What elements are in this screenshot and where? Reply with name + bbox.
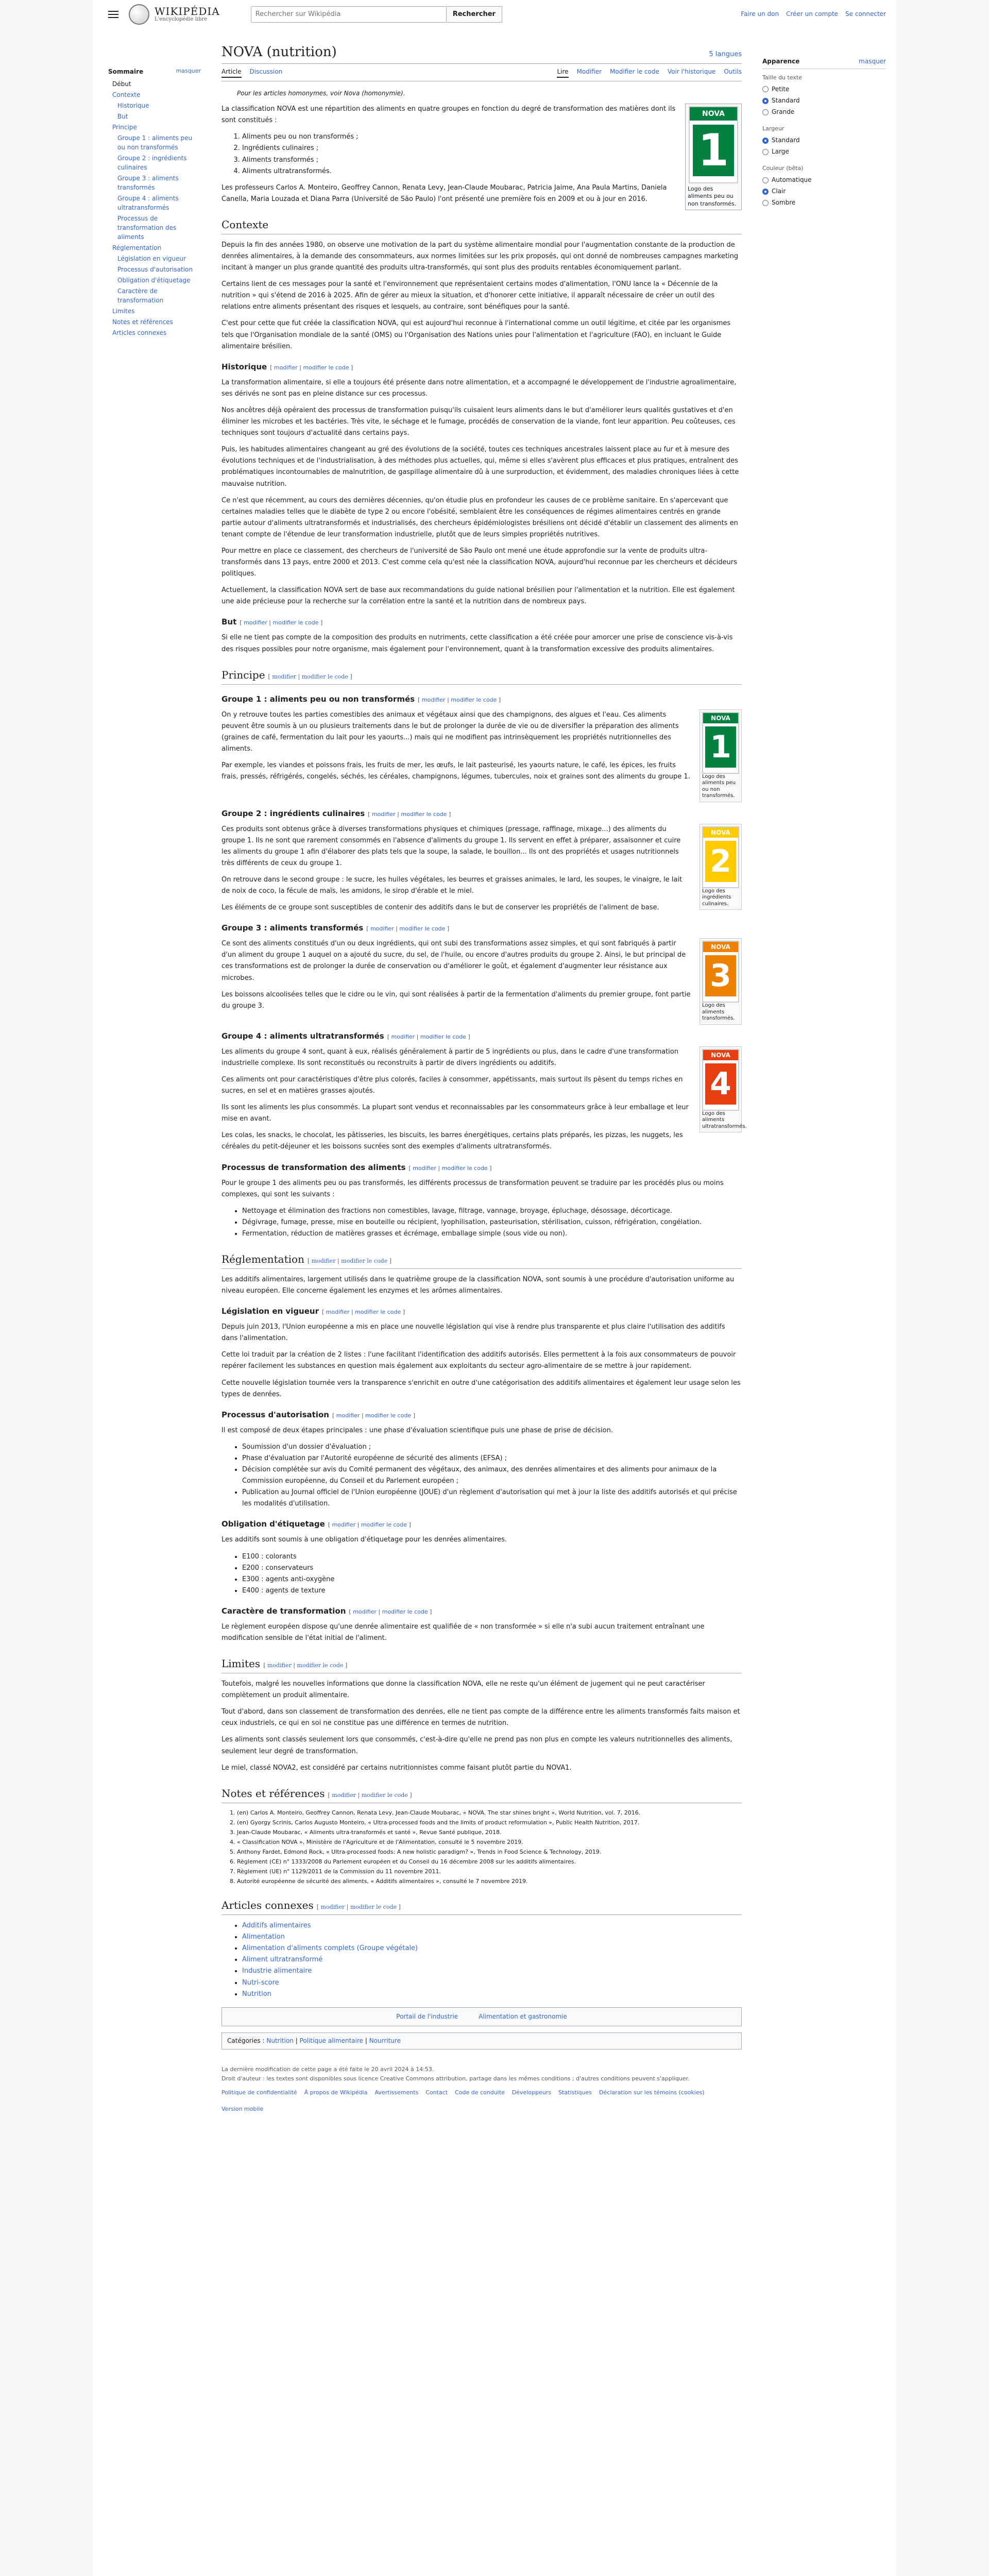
footer-link[interactable]: Contact [425, 2089, 448, 2096]
g1-paragraph: Par exemple, les viandes et poissons frais, les fruits de mer, les œufs, le lait pasteurisé, les yaourts nature, le café, les épices, les fruits frais, pressés, réfrigérés, congelés, séchés, les céréales, champignons, légumes, tubercules, noix et graines sont des aliments du groupe 1. [221, 761, 690, 781]
related-article-link[interactable]: Additifs alimentaires [242, 1922, 311, 1930]
nova-logo-4 [702, 1049, 739, 1111]
portal-link-industry[interactable]: Portail de l'industrie [396, 2012, 458, 2020]
nova-card-number: 2 [705, 841, 736, 882]
groups-list-item: 2. Ingrédients culinaires ; [242, 143, 742, 154]
toc-item-label: Articles connexes [112, 329, 167, 336]
footer-link[interactable]: Développeurs [511, 2089, 552, 2096]
historique-paragraph: Ce n'est que récemment, au cours des dernières décennies, qu'on étudie plus en profondeur les causes de ce problème sanitaire. En s'apercevant que certaines maladies telles que le diabète de type 2 ou encore l'obésité, semblaient être les conséquences de régimes alimentaires centrés en grande partie autour d'aliments ultratransformés et industrialisés, des chercheurs épidémiologistes brésiliens ont décidé d'établir un classement des aliments en tenant compte de l'étendue de leur transformation industrielle, plutôt que de leurs simples propriétés nutritives. [221, 496, 738, 538]
footer-link[interactable]: Version mobile [221, 2105, 264, 2112]
nova-card-number: 4 [705, 1063, 736, 1105]
edit-link[interactable]: modifier [311, 1258, 336, 1265]
categories-label: Catégories : [227, 2037, 265, 2044]
edit-link[interactable]: modifier [332, 1521, 356, 1529]
toc-item-label: Contexte [112, 91, 141, 98]
nova-card-header: NOVA [703, 713, 738, 723]
processus-paragraph: Pour le groupe 1 des aliments peu ou pas transformés, les différents processus de transformation peuvent se traduire par les procédés plus ou moins complexes, qui sont les suivants : [221, 1179, 724, 1198]
edit-code-link[interactable]: modifier le code [297, 1662, 344, 1669]
edit-link[interactable]: modifier [371, 810, 396, 818]
section-heading-reglementation: Réglementation [ modifier | modifier le code ] [221, 1251, 742, 1269]
g2-paragraph: On retrouve dans le second groupe : le sucre, les huiles végétales, les beurres et graisses animales, le lard, les soupes, le vinaigre, le lait de noix de coco, la fécule de maïs, les amidons, le sirop d'érable et le miel. [221, 876, 683, 895]
tab-tools[interactable]: Outils [724, 67, 742, 75]
caractere-paragraph: Le règlement européen dispose qu'une denrée alimentaire est qualifiée de « non transformée » si elle n'a subi aucun traitement entraînant une modification sensible de l'état initial de l'aliment. [221, 1622, 705, 1642]
footer-link[interactable]: Avertissements [374, 2089, 419, 2096]
groups-list-item: 3. Aliments transformés ; [242, 155, 742, 166]
title-row [221, 44, 742, 64]
tab-history[interactable]: Voir l'historique [667, 67, 716, 75]
toc-item-label: Groupe 2 : ingrédients culinaires [117, 155, 187, 171]
edit-code-link[interactable]: modifier le code [451, 696, 497, 703]
appearance-radio[interactable] [762, 135, 886, 145]
nova-card-number: 1 [693, 125, 734, 176]
toc-item-label: Réglementation [112, 244, 162, 251]
section-heading-refs: Notes et références [ modifier | modifier le code ] [221, 1785, 742, 1803]
toc-hide-button[interactable]: masquer [176, 67, 201, 74]
etiquetage-list-item: • E200 : conservateurs [242, 1563, 742, 1574]
footer-link[interactable]: Statistiques [558, 2089, 592, 2096]
main-menu-icon[interactable] [108, 11, 118, 18]
historique-paragraph: La transformation alimentaire, si elle a toujours été présente dans notre alimentation, et a accompagné le développement de l'industrie agroalimentaire, ses dérivés ne sont pas en pleine distance sur ces processus. [221, 378, 737, 398]
contexte-paragraph: Depuis la fin des années 1980, on observe une motivation de la part du système alimentaire mondial pour l'augmentation constante de la production de denrées alimentaires, à la demande des consommateurs, aux normes limitées sur les prix proposés, qui ont donné de nombreuses campagnes marketing incitant à manger un plus grande quantité des produits ultra-transformés, qui sont plus des produits rentables économiquement parlant. [221, 241, 739, 272]
appearance-group-label: Largeur [762, 125, 785, 132]
related-article-link[interactable]: Alimentation [242, 1933, 285, 1941]
autorisation-list-item: • Décision complétée sur avis du Comité permanent des végétaux, des animaux, des denrées alimentaires et des aliments pour animaux de la Commission européenne, du Conseil et du Parlement européen ; [242, 1464, 742, 1487]
toc-item-label: Historique [117, 102, 149, 109]
wikipedia-logo[interactable] [155, 6, 220, 23]
section-heading-g4: Groupe 4 : aliments ultratransformés [ modifier | modifier le code ] [221, 1031, 470, 1041]
appearance-radio[interactable] [762, 107, 886, 117]
legislation-paragraph: Cette loi traduit par la création de 2 listes : l'une facilitant l'identification des additifs autorisés. Elles permettent à la fois aux consommateurs de pouvoir repérer facilement les substances en question mais également aux exploitants du secteur agro-alimentaire de se mettre à jour rapidement. [221, 1351, 736, 1370]
appearance-group-label: Taille du texte [762, 74, 802, 81]
etiquetage-paragraph: Les additifs sont soumis à une obligation d'étiquetage pour les denrées alimentaires. [221, 1536, 507, 1544]
edit-code-link[interactable]: modifier le code [399, 925, 446, 933]
related-article-link[interactable]: Industrie alimentaire [242, 1967, 312, 1975]
create-account-link[interactable]: Créer un compte [786, 10, 839, 18]
edit-link[interactable]: modifier [326, 1309, 350, 1316]
tab-discussion[interactable]: Discussion [249, 67, 283, 75]
toc-item-label: Obligation d'étiquetage [117, 277, 191, 284]
toc-item[interactable] [117, 174, 201, 192]
reference-item: 1. (en) Carlos A. Monteiro, Geoffrey Cannon, Renata Levy, Jean-Claude Moubarac, « NOVA. The star shines bright », World Nutrition, vol. 7, 2016. [237, 1808, 742, 1817]
nova-logo-3 [702, 941, 739, 1003]
edit-code-link[interactable]: modifier le code [382, 1608, 428, 1615]
edit-code-link[interactable]: modifier le code [365, 1412, 412, 1419]
reglementation-paragraph: Les additifs alimentaires, largement utilisés dans le quatrième groupe de la classification NOVA, sont soumis à une procédure d'autorisation uniforme au niveau européen. Elle concerne également les enzymes et les arômes alimentaires. [221, 1276, 735, 1295]
radio-circle-icon [762, 138, 769, 144]
section-heading-autorisation: Processus d'autorisation [ modifier | modifier le code ] [221, 1410, 416, 1419]
footer-link[interactable]: À propos de Wikipédia [304, 2089, 368, 2096]
related-article-item [242, 1977, 742, 1989]
infobox [685, 104, 742, 210]
related-article-link[interactable]: Nutri-score [242, 1978, 279, 1987]
edit-code-link[interactable]: modifier le code [441, 1164, 488, 1172]
edit-code-link[interactable]: modifier le code [361, 1791, 408, 1799]
radio-label: Standard [772, 96, 800, 104]
radio-label: Clair [772, 188, 786, 195]
radio-label: Standard [772, 136, 800, 144]
references-list [237, 1808, 742, 1886]
nova-card-header: NOVA [703, 942, 738, 952]
edit-link[interactable]: modifier [336, 1412, 360, 1419]
etiquetage-list-item: • E300 : agents anti-oxygène [242, 1574, 742, 1585]
radio-circle-icon [762, 86, 769, 92]
limites-paragraph: Toutefois, malgré les nouvelles informations que donne la classification NOVA, elle ne reste qu'un élément de jugement qui ne peut caractériser complètement un produit alimentaire. [221, 1680, 705, 1700]
edit-code-link[interactable]: modifier le code [272, 619, 319, 626]
radio-label: Sombre [772, 199, 796, 207]
section-heading-g3: Groupe 3 : aliments transformés [ modifier | modifier le code ] [221, 923, 450, 933]
license-text: Droit d'auteur : les textes sont disponibles sous licence Creative Commons attribution, partage dans les mêmes conditions ; d'autres conditions peuvent s'appliquer. [221, 2075, 690, 2082]
section-heading-but: But [ modifier | modifier le code ] [221, 617, 323, 627]
category-links: Catégories : Nutrition | Politique alimentaire | Nourriture [221, 2032, 742, 2049]
intro-paragraph: La classification NOVA est une répartition des aliments en quatre groupes en fonction du degré de transformation des matières dont ils sont constitués : [221, 105, 676, 125]
category-link[interactable]: Nourriture [369, 2037, 401, 2044]
toc-item[interactable] [117, 254, 201, 263]
g3-paragraph: Ce sont des aliments constitués d'un ou deux ingrédients, qui ont subi des transformations assez simples, et qui sont fabriqués à partir d'un aliment du groupe 1 auquel on a ajouté du sucre, du sel, de l'huile, ou encore d'autres produits du groupe 2. Ainsi, le but principal de ces transformations est de prolonger la durée de conservation ou d'améliorer le goût, et également d'augmenter leur résistance aux microbes. [221, 940, 686, 982]
login-link[interactable]: Se connecter [845, 10, 886, 18]
tab-article[interactable]: Article [221, 67, 242, 78]
nova-card-header: NOVA [703, 1050, 738, 1060]
footer-link[interactable]: Déclaration sur les témoins (cookies) [599, 2089, 705, 2096]
toc-title: Sommaire [108, 68, 144, 75]
historique-paragraph: Pour mettre en place ce classement, des chercheurs de l'université de São Paulo ont mené une étude approfondie sur la vente de produits ultra-transformés dans 13 pays, entre 2000 et 2013. C'est comme cela qu'est née la classification NOVA, aujourd'hui reconnue par les chercheurs et décideurs politiques. [221, 547, 737, 578]
appearance-group [762, 73, 886, 117]
toc-item-label: Groupe 3 : aliments transformés [117, 175, 179, 191]
category-link[interactable]: Nutrition [266, 2037, 294, 2044]
toc-item[interactable] [112, 79, 201, 89]
appearance-radio[interactable] [762, 147, 886, 157]
toc-item-label: Processus d'autorisation [117, 266, 193, 273]
historique-paragraph: Actuellement, la classification NOVA sert de base aux recommandations du guide national brésilien pour l'alimentation et la nutrition. Elle est également une aide précieuse pour la recherche sur la corrélation entre la santé et la nutrition dans de nombreux pays. [221, 586, 735, 606]
g4-paragraph: Les aliments du groupe 4 sont, quant à eux, réalisés généralement à partir de 5 ingrédients ou plus, dans le cadre d'une transformation industrielle complexe. Ils sont reconstitués ou reconstruits à partir de divers ingrédients ou additifs. [221, 1047, 678, 1067]
edit-link[interactable]: modifier [332, 1791, 356, 1799]
nova-logo-1 [702, 712, 739, 774]
toc-item[interactable] [117, 214, 201, 242]
edit-link[interactable]: modifier [272, 673, 297, 680]
nova-card-header: NOVA [690, 107, 737, 121]
edit-link[interactable]: modifier [353, 1608, 377, 1615]
edit-link[interactable]: modifier [244, 619, 267, 626]
toc-item[interactable] [112, 90, 201, 99]
limites-paragraph: Tout d'abord, dans son classement de transformation des denrées, elle ne tient pas compte de la différence entre les aliments transformés faits maison et ceux industriels, ce qui en soi ne constitue pas une différence en termes de nutrition. [221, 1708, 740, 1727]
autorisation-list-item: • Soumission d'un dossier d'évaluation ; [242, 1442, 742, 1453]
nova-card-g2 [700, 824, 742, 910]
g3-paragraph: Les boissons alcoolisées telles que le cidre ou le vin, qui sont réalisées à partir de la fermentation d'aliments du premier groupe, font partie du groupe 3. [221, 990, 691, 1010]
autorisation-list-item: • Publication au Journal officiel de l'Union européenne (JOUE) d'un règlement d'autorisation qui met à jour la liste des additifs autorisés et qui précise les modalités d'utilisation. [242, 1487, 742, 1510]
logo-word: WIKIPÉDIA [155, 5, 220, 18]
edit-code-link[interactable]: modifier le code [341, 1258, 388, 1265]
footer [221, 2065, 742, 2113]
appearance-panel [762, 57, 886, 215]
appearance-radio[interactable] [762, 96, 886, 106]
radio-label: Petite [772, 85, 790, 93]
nova-card-number: 3 [705, 955, 736, 996]
g4-paragraph: Les colas, les snacks, le chocolat, les pâtisseries, les biscuits, les barres énergétiques, certains plats préparés, les pizzas, les nuggets, les céréales du petit-déjeuner et les boissons sucrées sont des exemples d'aliments ultratransformés. [221, 1131, 683, 1151]
search-form [251, 6, 502, 23]
toc-item[interactable] [117, 194, 201, 212]
logo-sub: L'encyclopédie libre [155, 16, 208, 22]
related-article-item [242, 1989, 742, 2000]
toc-item-label: Principe [112, 124, 137, 131]
section-heading-processus: Processus de transformation des aliments [ modifier | modifier le code ] [221, 1162, 492, 1172]
card-caption: Logo des aliments peu ou non transformés. [702, 773, 736, 799]
edit-link[interactable]: modifier [421, 696, 446, 703]
radio-circle-icon [762, 98, 769, 104]
category-link[interactable]: Politique alimentaire [299, 2037, 364, 2044]
toc-item[interactable] [112, 123, 201, 132]
page-title: NOVA (nutrition) [221, 44, 337, 60]
toc-item[interactable] [117, 286, 201, 305]
limites-paragraph: Le miel, classé NOVA2, est considéré par certains nutritionnistes comme faisant plutôt partie du NOVA1. [221, 1764, 572, 1772]
appearance-title: Apparence [762, 58, 800, 65]
reference-item: 2. (en) Gyorgy Scrinis, Carlos Augusto Monteiro, « Ultra-processed foods and the limits of product reformulation », Public Health Nutrition, 2017. [237, 1818, 742, 1827]
edit-link[interactable]: modifier [370, 925, 394, 933]
edit-code-link[interactable]: modifier le code [401, 810, 447, 818]
appearance-header [762, 57, 886, 69]
related-article-item [242, 1965, 742, 1977]
toc-item-label: Limites [112, 308, 135, 315]
toc-item[interactable] [112, 307, 201, 316]
g4-paragraph: Ces aliments ont pour caractéristiques d'être plus colorés, faciles à consommer, appétissants, mais surtout ils pèsent du temps riches en sucres, en sel et en matières grasses ajoutés. [221, 1075, 683, 1095]
search-input[interactable]: Rechercher sur Wikipédia [251, 6, 447, 23]
toc-item[interactable] [117, 154, 201, 172]
toc-item[interactable] [112, 243, 201, 252]
toc-list [108, 79, 201, 337]
page-tabs [221, 67, 742, 81]
radio-label: Automatique [772, 176, 812, 183]
radio-label: Grande [772, 108, 795, 116]
edit-link[interactable]: modifier [320, 1904, 345, 1911]
toc-item[interactable] [117, 133, 201, 152]
g2-paragraph: Ces produits sont obtenus grâce à diverses transformations physiques et chimiques (pressage, raffinage, mixage...) des aliments du groupe 1. Ils ne sont que rarement consommés en l'absence d'aliments du groupe 1. Ils servent en effet à préparer, assaisonner et cuire les aliments du groupe 1 afin d'élaborer des plats tels que la soupe, la salade, le bouillon... Ils ont des propriétés et usages nutritionnels très différents de ceux du groupe 1. [221, 825, 681, 867]
etiquetage-list-item: • E400 : agents de texture [242, 1585, 742, 1597]
portal-link-food[interactable]: Alimentation et gastronomie [479, 2012, 567, 2020]
processus-list-item: • Nettoyage et élimination des fractions non comestibles, lavage, filtrage, vannage, broyage, épluchage, désossage, décorticage. [242, 1206, 742, 1217]
toc-item-label: Processus de transformation des aliments [117, 215, 177, 241]
edit-link[interactable]: modifier [274, 364, 298, 371]
footer-link[interactable]: Code de conduite [455, 2089, 505, 2096]
legislation-paragraph: Depuis juin 2013, l'Union européenne a mis en place une nouvelle législation qui vise à rendre plus transparente et plus claire l'utilisation des additifs dans l'alimentation. [221, 1323, 725, 1343]
toc-item-label: Législation en vigueur [117, 255, 186, 262]
appearance-radio[interactable] [762, 84, 886, 94]
section-heading-connexes: Articles connexes [ modifier | modifier le code ] [221, 1897, 742, 1915]
contexte-paragraph: Certains lient de ces messages pour la santé et l'environnement que représentaient certains modes d'alimentation, l'ONU lance la « Décennie de la nutrition » qui s'étend de 2016 à 2025. Afin de gérer au mieux la situation, et d'honorer cette initiative, il apparaît nécessaire de créer un outil des relations entre aliments présentant des risques et lesquels, au contraire, sont bénéfiques pour la santé. [221, 280, 718, 311]
toc-header [108, 67, 201, 76]
toc-item-label: But [117, 113, 128, 120]
edit-link[interactable]: modifier [391, 1033, 415, 1040]
hatnote: Pour les articles homonymes, voir Nova (homonymie). [237, 89, 405, 97]
etiquetage-list [242, 1551, 742, 1597]
toc-item[interactable] [112, 328, 201, 337]
appearance-radio[interactable] [762, 198, 886, 208]
reference-item: 4. « Classification NOVA », Ministère de l'Agriculture et de l'Alimentation, consulté le 5 novembre 2019. [237, 1838, 742, 1846]
tab-edit-code[interactable]: Modifier le code [610, 67, 659, 75]
section-heading-caractere: Caractère de transformation [ modifier | modifier le code ] [221, 1606, 432, 1616]
edit-link[interactable]: modifier [413, 1164, 436, 1172]
tab-edit[interactable]: Modifier [576, 67, 602, 75]
page [93, 0, 896, 2576]
edit-code-link[interactable]: modifier le code [361, 1521, 407, 1529]
header [93, 0, 896, 29]
autorisation-list [242, 1442, 742, 1510]
section-heading-g2: Groupe 2 : ingrédients culinaires [ modifier | modifier le code ] [221, 808, 451, 818]
edit-code-link[interactable]: modifier le code [420, 1033, 466, 1040]
appearance-group [762, 164, 886, 208]
related-article-link[interactable]: Alimentation d'aliments complets (Groupe végétale) [242, 1944, 418, 1953]
tab-read[interactable]: Lire [557, 67, 568, 78]
radio-circle-icon [762, 177, 769, 183]
edit-code-link[interactable]: modifier le code [355, 1309, 401, 1316]
but-paragraph: Si elle ne tient pas compte de la composition des produits en nutriments, cette classification a été créée pour amorcer une prise de conscience vis-à-vis des risques possibles pour notre organisme, mais également pour l'environnement, quant à la transformation excessive des produits alimentaires. [221, 634, 733, 653]
related-article-item [242, 1943, 742, 1954]
related-article-link[interactable]: Nutrition [242, 1990, 271, 1998]
section-heading-historique: Historique [ modifier | modifier le code ] [221, 362, 353, 371]
article-main [221, 44, 747, 2114]
radio-circle-icon [762, 200, 769, 206]
radio-circle-icon [762, 189, 769, 195]
toc-item-label: Caractère de transformation [117, 287, 164, 304]
legislation-paragraph: Cette nouvelle législation tournée vers la transparence s'enrichit en outre d'une catégorisation des additifs alimentaires et également leur usage selon les types de denrées. [221, 1379, 741, 1398]
radio-circle-icon [762, 109, 769, 115]
appearance-group-label: Couleur (bêta) [762, 165, 804, 172]
toc-item[interactable] [117, 112, 201, 121]
toc-item[interactable] [117, 276, 201, 285]
toc-item-label: Notes et références [112, 318, 173, 326]
section-heading-contexte: Contexte [221, 216, 742, 234]
radio-circle-icon [762, 149, 769, 155]
toc-item-label: Groupe 1 : aliments peu ou non transformés [117, 134, 193, 151]
groups-list-item: 1. Aliments peu ou non transformés ; [242, 131, 742, 143]
reference-item: 5. Anthony Fardet, Edmond Rock, « Ultra-processed foods: A new holistic paradigm? », Trends in Food Science & Technology, 2019. [237, 1848, 742, 1856]
portals-box [221, 2007, 742, 2026]
last-modified: La dernière modification de cette page a été faite le 20 avril 2024 à 14:53. [221, 2066, 434, 2073]
edit-link[interactable]: modifier [267, 1662, 292, 1669]
section-heading-principe: Principe [ modifier | modifier le code ] [221, 667, 742, 685]
edit-code-link[interactable]: modifier le code [350, 1904, 397, 1911]
toc-sidebar [108, 67, 201, 339]
nova-card-g3 [700, 938, 742, 1025]
edit-code-link[interactable]: modifier le code [303, 364, 349, 371]
historique-paragraph: Puis, les habitudes alimentaires changeant au gré des évolutions de la société, toutes ces techniques ancestrales laissent place au fur et à mesure des évolutions techniques et de l'industrialisation, à des méthodes plus actuelles, qui, même si elles s'avèrent plus efficaces et plus pratiques, entraînent des problématiques incontournables de malnutrition, de gaspillage alimentaire dû à une surproduction, et évidemment, des maladies chroniques liées à cette mauvaise nutrition. [221, 446, 739, 488]
section-heading-g1: Groupe 1 : aliments peu ou non transformés [ modifier | modifier le code ] [221, 694, 501, 704]
groups-list-item: 4. Aliments ultratransformés. [242, 166, 742, 177]
related-articles-list [242, 1920, 742, 2000]
processus-list [242, 1206, 742, 1240]
related-article-item [242, 1920, 742, 1931]
section-heading-legislation: Législation en vigueur [ modifier | modifier le code ] [221, 1307, 405, 1316]
historique-paragraph: Nos ancêtres déjà opéraient des processus de transformation puisqu'ils cuisaient leurs aliments dans le but d'améliorer leurs qualités gustatives et d'en éliminer les microbes et les bactéries. Très vite, le séchage et le fumage, procédés de conservation de la viande, font leur apparition. Peu coûteuses, ces techniques sont toujours d'actualité dans certains pays. [221, 406, 736, 437]
contexte-paragraph: C'est pour cette que fut créée la classification NOVA, qui est aujourd'hui reconnue à l'international comme un outil légitime, et citée par les organismes tels que l'Organisation mondiale de la santé (OMS) ou l'Organisation des Nations unies pour l'alimentation et l'agriculture (FAO), en incluant le Guide alimentaire brésilien. [221, 319, 731, 350]
section-heading-etiquetage: Obligation d'étiquetage [ modifier | modifier le code ] [221, 1519, 411, 1529]
groups-list [242, 131, 742, 177]
donate-link[interactable]: Faire un don [741, 10, 779, 18]
toc-item[interactable] [117, 101, 201, 110]
processus-list-item: • Dégivrage, fumage, presse, mise en bouteille ou récipient, lyophilisation, pasteurisation, stérilisation, cuisson, réfrigération, congélation. [242, 1217, 742, 1228]
nova-logo-2 [702, 826, 739, 888]
footer-links [221, 2088, 742, 2113]
section-heading-limites: Limites [ modifier | modifier le code ] [221, 1655, 742, 1673]
appearance-radio[interactable] [762, 175, 886, 185]
autorisation-list-item: • Phase d'évaluation par l'Autorité européenne de sécurité des aliments (EFSA) ; [242, 1453, 742, 1464]
reference-item: 7. Règlement (UE) n° 1129/2011 de la Commission du 11 novembre 2011. [237, 1867, 742, 1876]
card-caption: Logo des ingrédients culinaires. [702, 888, 731, 907]
wikipedia-globe-icon[interactable] [129, 4, 149, 25]
reference-item: 3. Jean-Claude Moubarac, « Aliments ultra-transformés et santé », Revue Santé publique, 2018. [237, 1828, 742, 1837]
appearance-radio[interactable] [762, 187, 886, 196]
search-button[interactable]: Rechercher [447, 6, 502, 23]
nova-card-g1 [700, 709, 742, 802]
limites-paragraph: Les aliments sont classés seulement lors que consommés, c'est-à-dire qu'elle ne prend pas non plus en compte les valeurs nutritionnelles des aliments, seulement leur degré de transformation. [221, 1736, 732, 1755]
languages-button[interactable]: 5 langues [709, 50, 742, 58]
reference-item: 6. Règlement (CE) n° 1333/2008 du Parlement européen et du Conseil du 16 décembre 2008 sur les additifs alimentaires. [237, 1857, 742, 1866]
nova-logo-1 [689, 106, 738, 183]
card-caption: Logo des aliments transformés. [702, 1003, 735, 1022]
infobox-caption: Logo des aliments peu ou non transformés. [688, 185, 737, 207]
toc-item[interactable] [112, 317, 201, 327]
processus-list-item: • Fermentation, réduction de matières grasses et écrémage, emballage simple (sous vide ou non). [242, 1228, 742, 1240]
nova-card-number: 1 [705, 726, 736, 768]
footer-link[interactable]: Politique de confidentialité [221, 2089, 297, 2096]
related-article-item [242, 1931, 742, 1943]
toc-item-label: Début [112, 80, 131, 88]
reference-item: 8. Autorité européenne de sécurité des aliments, « Additifs alimentaires », consulté le 7 novembre 2019. [237, 1877, 742, 1886]
nova-card-header: NOVA [703, 827, 738, 838]
nova-card-g4 [700, 1046, 747, 1133]
related-article-item [242, 1954, 742, 1965]
g4-paragraph: Ils sont les aliments les plus consommés. La plupart sont vendus et reconnaissables par les consommateurs grâce à leur emballage et leur mise en avant. [221, 1104, 689, 1123]
toc-item[interactable] [117, 265, 201, 274]
intro-paragraph-2: Les professeurs Carlos A. Monteiro, Geoffrey Cannon, Renata Levy, Jean-Claude Moubarac, Patricia Jaime, Ana Paula Martins, Daniela Canella, Maria Louzada et Diana Parra (Université de São Paulo) l'ont présenté une première fois en 2009 et ou à jour en 2016. [221, 183, 667, 203]
etiquetage-list-item: • E100 : colorants [242, 1551, 742, 1563]
toc-item-label: Groupe 4 : aliments ultratransformés [117, 195, 179, 211]
appearance-hide-button[interactable]: masquer [859, 58, 886, 65]
radio-label: Large [772, 148, 789, 156]
user-links [741, 9, 886, 19]
g2-paragraph: Les éléments de ce groupe sont susceptibles de contenir des additifs dans le but de conserver les propriétés de l'aliment de base. [221, 904, 659, 912]
autorisation-paragraph: Il est composé de deux étapes principales : une phase d'évaluation scientifique puis une phase de prise de décision. [221, 1426, 613, 1434]
g1-paragraph: On y retrouve toutes les parties comestibles des animaux et végétaux ainsi que des champignons, des algues et l'eau. Ces aliments peuvent être soumis à un ou plusieurs traitements dans le but de prolonger la durée de vie ou de diversifier la préparation des aliments (graines de café, fermentation du lait pour les yaourts...) mais qui ne modifient pas intrinsèquement les propriétés nutritionnelles des aliments. [221, 710, 679, 753]
edit-code-link[interactable]: modifier le code [301, 673, 348, 680]
card-caption: Logo des aliments ultratransformés. [702, 1110, 747, 1129]
related-article-link[interactable]: Aliment ultratransformé [242, 1956, 323, 1964]
appearance-group [762, 124, 886, 157]
